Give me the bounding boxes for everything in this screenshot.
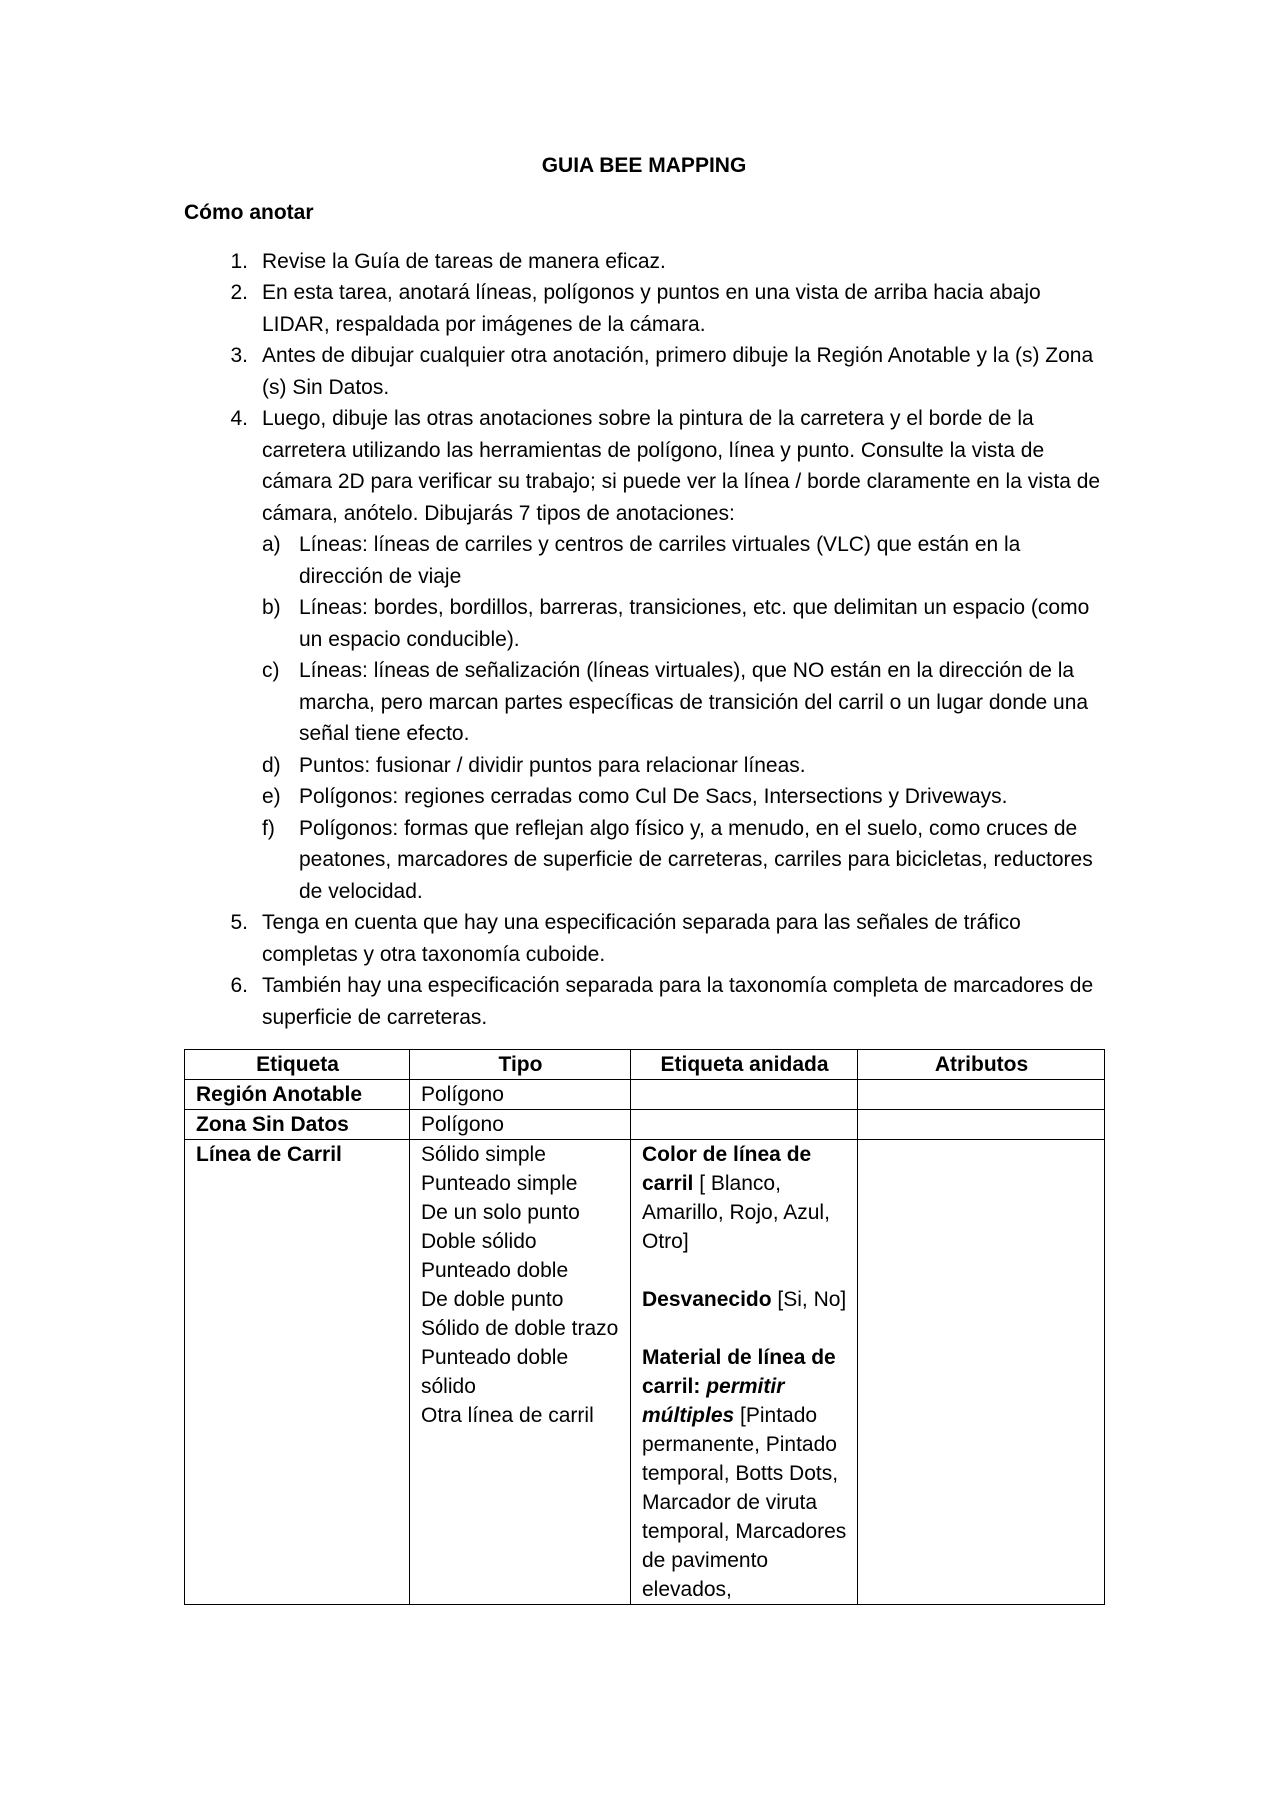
list-number: 1. xyxy=(230,249,248,273)
nested-label-cell xyxy=(631,1140,858,1605)
list-number: 4. xyxy=(230,407,248,430)
list-text: Luego, dibuje las otras anotaciones sobre la pintura de la carretera y el borde de la carretera utilizando las herramientas de polígono, línea y punto. Consulte la vista de cámara 2D para verificar su trabajo; si puede ver la línea / borde claramente en la vista de cámara, anótelo. Dibujarás 7 tipos de anotaciones: xyxy=(262,407,1101,525)
list-item xyxy=(184,277,1104,340)
attributes-cell xyxy=(858,1140,1105,1605)
spacer xyxy=(642,1314,847,1343)
sub-list-letter: f) xyxy=(262,816,275,840)
column-header: Etiqueta anidada xyxy=(631,1050,858,1080)
document-title: GUIA BEE MAPPING xyxy=(541,154,747,177)
list-number: 3. xyxy=(230,344,248,367)
table-header-row xyxy=(185,1050,1105,1080)
tipo-option: De un solo punto xyxy=(421,1201,580,1224)
sub-list-text: Puntos: fusionar / dividir puntos para relacionar líneas. xyxy=(299,753,806,777)
tipo-option: Sólido simple xyxy=(421,1143,546,1166)
table-row xyxy=(185,1110,1105,1140)
document-page xyxy=(184,150,1104,1605)
list-item xyxy=(184,970,1104,1033)
table-row xyxy=(185,1140,1105,1605)
section-title: Cómo anotar xyxy=(184,201,314,224)
lane-color-label: Color de línea de carril xyxy=(642,1143,812,1195)
sub-list-item xyxy=(262,655,1104,750)
list-item xyxy=(184,246,1104,278)
instruction-list xyxy=(184,246,1104,1034)
lane-color-attribute xyxy=(642,1140,847,1256)
faded-attribute xyxy=(642,1285,847,1314)
list-item xyxy=(184,340,1104,403)
list-number: 6. xyxy=(230,974,248,997)
list-text: También hay una especificación separada para la taxonomía completa de marcadores de superficie de carreteras. xyxy=(262,974,1094,1029)
list-text: Revise la Guía de tareas de manera eficaz. xyxy=(262,249,666,273)
faded-label: Desvanecido xyxy=(642,1288,772,1311)
list-text: Tenga en cuenta que hay una especificación separada para las señales de tráfico completas y otra taxonomía cuboide. xyxy=(262,911,1021,966)
list-number: 2. xyxy=(230,281,248,304)
column-header: Atributos xyxy=(858,1050,1105,1080)
sub-list-item xyxy=(262,529,1104,592)
tipo-option: De doble punto xyxy=(421,1288,564,1311)
sub-list-item xyxy=(262,813,1104,908)
tipo-option: Doble sólido xyxy=(421,1230,537,1253)
tipo-option: Punteado doble xyxy=(421,1259,569,1282)
tipo-option: Punteado simple xyxy=(421,1172,578,1195)
tipo-cell: Polígono xyxy=(410,1080,631,1110)
tipo-option: Otra línea de carril xyxy=(421,1404,594,1427)
tipo-cell: Polígono xyxy=(410,1110,631,1140)
table-row xyxy=(185,1080,1105,1110)
label-cell: Línea de Carril xyxy=(185,1140,410,1605)
column-header: Etiqueta xyxy=(185,1050,410,1080)
attributes-cell xyxy=(858,1110,1105,1140)
sub-list-item xyxy=(262,592,1104,655)
list-number: 5. xyxy=(230,911,248,934)
nested-label-cell xyxy=(631,1080,858,1110)
sub-list-letter: a) xyxy=(262,533,281,556)
sub-list-item xyxy=(262,781,1104,813)
sub-list-text: Polígonos: regiones cerradas como Cul De Sacs, Intersections y Driveways. xyxy=(299,785,1008,808)
list-item xyxy=(184,907,1104,970)
tipo-cell xyxy=(410,1140,631,1605)
lane-color-values: [ Blanco, Amarillo, Rojo, Azul, Otro] xyxy=(642,1172,830,1253)
label-cell: Región Anotable xyxy=(185,1080,410,1110)
sub-list-text: Líneas: líneas de carriles y centros de carriles virtuales (VLC) que están en la dirección de viaje xyxy=(299,533,1021,588)
attributes-cell xyxy=(858,1080,1105,1110)
tipo-option: Sólido de doble trazo xyxy=(421,1317,619,1340)
allow-multiple-note: permitir múltiples xyxy=(642,1375,785,1427)
sub-list-letter: c) xyxy=(262,659,280,682)
annotation-types-list xyxy=(262,529,1104,907)
sub-list-item xyxy=(262,750,1104,782)
sub-list-letter: d) xyxy=(262,753,281,777)
list-text: Antes de dibujar cualquier otra anotación, primero dibuje la Región Anotable y la (s) Zona (s) Sin Datos. xyxy=(262,344,1094,399)
list-item xyxy=(184,403,1104,907)
sub-list-letter: b) xyxy=(262,596,281,619)
nested-label-cell xyxy=(631,1110,858,1140)
lane-material-values: [Pintado permanente, Pintado temporal, Botts Dots, Marcador de viruta temporal, Marcadores de pavimento elevados, xyxy=(642,1404,847,1601)
label-cell: Zona Sin Datos xyxy=(185,1110,410,1140)
lane-material-label: Material de línea de carril: xyxy=(642,1346,836,1398)
label-table xyxy=(184,1049,1105,1605)
list-text: En esta tarea, anotará líneas, polígonos y puntos en una vista de arriba hacia abajo LIDAR, respaldada por imágenes de la cámara. xyxy=(262,281,1041,336)
sub-list-letter: e) xyxy=(262,785,281,808)
spacer xyxy=(642,1256,847,1285)
lane-material-attribute xyxy=(642,1343,847,1604)
column-header: Tipo xyxy=(410,1050,631,1080)
tipo-option: Punteado doble sólido xyxy=(421,1346,569,1398)
faded-values: [Si, No] xyxy=(771,1288,847,1311)
sub-list-text: Líneas: líneas de señalización (líneas virtuales), que NO están en la dirección de la marcha, pero marcan partes específicas de transición del carril o un lugar donde una señal tiene efecto. xyxy=(299,659,1089,745)
sub-list-text: Polígonos: formas que reflejan algo físico y, a menudo, en el suelo, como cruces de peatones, marcadores de superficie de carreteras, carriles para bicicletas, reductores de velocidad. xyxy=(299,816,1093,903)
sub-list-text: Líneas: bordes, bordillos, barreras, transiciones, etc. que delimitan un espacio (como un espacio conducible). xyxy=(299,596,1090,651)
